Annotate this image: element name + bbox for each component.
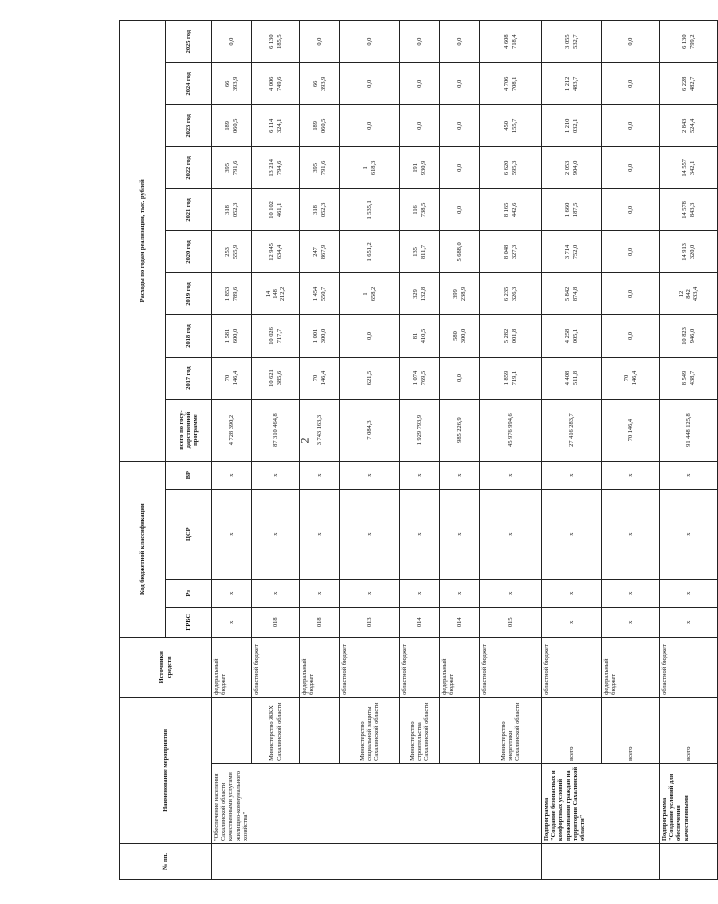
rz-cell: x	[400, 579, 440, 607]
year-value-cell: 3 055 532,7	[542, 21, 602, 63]
year-value-cell: 395 791,6	[212, 147, 252, 189]
header-year: 2018 год	[166, 315, 212, 357]
year-value-cell: 6 620 595,3	[480, 147, 542, 189]
vr-cell: x	[400, 461, 440, 489]
year-value-cell: 1 212 483,7	[542, 63, 602, 105]
table-row	[340, 21, 400, 880]
executor-cell: Министерство ЖКХ Сахалинской области	[252, 697, 300, 763]
year-value-cell: 253 555,9	[212, 231, 252, 273]
year-value-cell: 1 454 550,7	[300, 273, 340, 315]
year-value-cell: 6 114 324,1	[252, 105, 300, 147]
year-value-cell: 0,0	[440, 105, 480, 147]
header-year: 2020 год	[166, 231, 212, 273]
year-value-cell: 0,0	[602, 315, 660, 357]
executor-cell	[212, 697, 252, 763]
rz-cell: x	[660, 579, 718, 607]
csr-cell: x	[542, 489, 602, 579]
header-expenses: Расходы по годам реализации, тыс. рублей	[120, 21, 166, 462]
executor-cell	[300, 697, 340, 763]
table-row	[602, 21, 660, 880]
year-value-cell: 399 238,9	[440, 273, 480, 315]
row-number	[542, 843, 660, 879]
year-value-cell: 12 945 634,4	[252, 231, 300, 273]
rz-cell: x	[440, 579, 480, 607]
source-cell: федеральный бюджет	[300, 637, 340, 697]
year-value-cell: 0,0	[602, 147, 660, 189]
vr-cell: x	[340, 461, 400, 489]
row-number	[660, 843, 718, 879]
year-value-cell: 8 549 438,7	[660, 357, 718, 399]
year-value-cell: 13 214 794,6	[252, 147, 300, 189]
budget-table	[119, 20, 718, 880]
header-year: 2017 год	[166, 357, 212, 399]
rz-cell: x	[300, 579, 340, 607]
year-value-cell: 5 842 874,8	[542, 273, 602, 315]
vr-cell: x	[660, 461, 718, 489]
year-value-cell: 1 001 300,0	[300, 315, 340, 357]
table-row	[300, 21, 340, 880]
header-sources: Источники средств	[120, 637, 212, 697]
year-value-cell: 5 688,0	[440, 231, 480, 273]
grbs-cell: x	[660, 607, 718, 637]
group-title: Подпрограмма "Создание условий для обеспечения качественными	[660, 763, 718, 843]
year-value-cell: 14 148 212,2	[252, 273, 300, 315]
csr-cell: x	[660, 489, 718, 579]
rz-cell: x	[340, 579, 400, 607]
year-value-cell: 0,0	[440, 63, 480, 105]
year-value-cell: 14 913 320,0	[660, 231, 718, 273]
year-value-cell: 2 843 524,4	[660, 105, 718, 147]
header-total: всего по госу-дарственной программе	[166, 399, 212, 461]
year-value-cell: 0,0	[212, 21, 252, 63]
grbs-cell: 014	[400, 607, 440, 637]
total-cell: 4 728 390,2	[212, 399, 252, 461]
year-value-cell: 10 823 946,0	[660, 315, 718, 357]
year-value-cell: 0,0	[602, 189, 660, 231]
csr-cell: x	[340, 489, 400, 579]
year-value-cell: 0,0	[602, 231, 660, 273]
csr-cell: x	[602, 489, 660, 579]
page-number: 2	[297, 437, 312, 444]
year-value-cell: 10 621 385,6	[252, 357, 300, 399]
year-value-cell: 6 130 185,5	[252, 21, 300, 63]
header-year: 2021 год	[166, 189, 212, 231]
grbs-cell: x	[212, 607, 252, 637]
year-value-cell: 247 867,9	[300, 231, 340, 273]
year-value-cell: 4 706 708,1	[480, 63, 542, 105]
rz-cell: x	[542, 579, 602, 607]
source-cell: федеральный бюджет	[212, 637, 252, 697]
year-value-cell: 0,0	[440, 189, 480, 231]
year-value-cell: 1 535,1	[340, 189, 400, 231]
year-value-cell: 329 132,8	[400, 273, 440, 315]
csr-cell: x	[212, 489, 252, 579]
year-value-cell: 0,0	[340, 315, 400, 357]
total-cell: 985 226,9	[440, 399, 480, 461]
group-title: "Обеспечение населения Сахалинской области качественными услугами жилищно-коммунального хозяйства"	[212, 763, 542, 843]
header-year: 2024 год	[166, 63, 212, 105]
grbs-cell: 015	[480, 607, 542, 637]
year-value-cell: 1 210 032,1	[542, 105, 602, 147]
year-value-cell: 4 006 749,6	[252, 63, 300, 105]
year-value-cell: 10 102 461,1	[252, 189, 300, 231]
year-value-cell: 1 658,2	[340, 273, 400, 315]
year-value-cell: 12 842 433,4	[660, 273, 718, 315]
total-cell: 3 743 163,3	[300, 399, 340, 461]
year-value-cell: 8 048 327,3	[480, 231, 542, 273]
header-rz: Рз	[166, 579, 212, 607]
executor-cell	[440, 697, 480, 763]
year-value-cell: 621,5	[340, 357, 400, 399]
total-cell: 7 084,3	[340, 399, 400, 461]
header-year: 2022 год	[166, 147, 212, 189]
table-row	[660, 21, 718, 880]
csr-cell: x	[400, 489, 440, 579]
table-row	[252, 21, 300, 880]
vr-cell: x	[252, 461, 300, 489]
source-cell: областной бюджет	[340, 637, 400, 697]
rz-cell: x	[602, 579, 660, 607]
total-cell: 91 448 125,8	[660, 399, 718, 461]
source-cell: областной бюджет	[252, 637, 300, 697]
table-body	[212, 21, 718, 880]
source-cell: федеральный бюджет	[602, 637, 660, 697]
year-value-cell: 580 300,0	[440, 315, 480, 357]
source-cell: федеральный бюджет	[440, 637, 480, 697]
header-year: 2019 год	[166, 273, 212, 315]
year-value-cell: 81 410,5	[400, 315, 440, 357]
year-value-cell: 70 146,4	[300, 357, 340, 399]
year-value-cell: 0,0	[300, 21, 340, 63]
year-value-cell: 318 052,3	[300, 189, 340, 231]
header-csr: ЦСР	[166, 489, 212, 579]
rz-cell: x	[480, 579, 542, 607]
header-vr: ВР	[166, 461, 212, 489]
year-value-cell: 0,0	[340, 105, 400, 147]
executor-cell: всего	[602, 697, 660, 763]
vr-cell: x	[480, 461, 542, 489]
year-value-cell: 191 930,9	[400, 147, 440, 189]
year-value-cell: 1 660 187,5	[542, 189, 602, 231]
year-value-cell: 3 714 752,0	[542, 231, 602, 273]
rz-cell: x	[252, 579, 300, 607]
grbs-cell: 018	[252, 607, 300, 637]
year-value-cell: 1 853 789,6	[212, 273, 252, 315]
total-cell: 70 146,4	[602, 399, 660, 461]
group-title: Подпрограмма "Создание безопасных и комфортных условий проживания граждан на территории Сахалинской области"	[542, 763, 660, 843]
year-value-cell: 1 651,2	[340, 231, 400, 273]
year-value-cell: 66 393,9	[300, 63, 340, 105]
year-value-cell: 1 859 719,1	[480, 357, 542, 399]
year-value-cell: 4 408 511,8	[542, 357, 602, 399]
year-value-cell: 1 581 600,0	[212, 315, 252, 357]
year-value-cell: 0,0	[602, 21, 660, 63]
vr-cell: x	[440, 461, 480, 489]
year-value-cell: 70 146,4	[212, 357, 252, 399]
year-value-cell: 70 146,4	[602, 357, 660, 399]
csr-cell: x	[252, 489, 300, 579]
table-row	[400, 21, 440, 880]
year-value-cell: 189 060,5	[300, 105, 340, 147]
vr-cell: x	[300, 461, 340, 489]
total-cell: 87 310 464,8	[252, 399, 300, 461]
total-cell: 1 929 793,9	[400, 399, 440, 461]
csr-cell: x	[300, 489, 340, 579]
year-value-cell: 6 130 799,2	[660, 21, 718, 63]
year-value-cell: 0,0	[440, 147, 480, 189]
source-cell: областной бюджет	[400, 637, 440, 697]
year-value-cell: 189 060,5	[212, 105, 252, 147]
year-value-cell: 135 811,7	[400, 231, 440, 273]
rotated-table-region	[119, 20, 700, 880]
header-year: 2023 год	[166, 105, 212, 147]
table-row	[440, 21, 480, 880]
executor-cell: Министерство социальной защиты Сахалинской области	[340, 697, 400, 763]
rz-cell: x	[212, 579, 252, 607]
executor-cell: всего	[542, 697, 602, 763]
year-value-cell: 8 165 442,6	[480, 189, 542, 231]
year-value-cell: 5 282 001,8	[480, 315, 542, 357]
year-value-cell: 318 052,3	[212, 189, 252, 231]
csr-cell: x	[440, 489, 480, 579]
year-value-cell: 0,0	[602, 273, 660, 315]
vr-cell: x	[542, 461, 602, 489]
year-value-cell: 450 155,7	[480, 105, 542, 147]
header-num: № пп.	[120, 843, 212, 879]
grbs-cell: x	[542, 607, 602, 637]
executor-cell: Министерство энергетики Сахалинской области	[480, 697, 542, 763]
year-value-cell: 2 053 904,0	[542, 147, 602, 189]
header-classification: Код бюджетной классификации	[120, 461, 166, 637]
year-value-cell: 66 393,9	[212, 63, 252, 105]
year-value-cell: 4 608 718,4	[480, 21, 542, 63]
year-value-cell: 395 791,6	[300, 147, 340, 189]
row-number	[212, 843, 542, 879]
header-grbs: ГРБС	[166, 607, 212, 637]
executor-cell: всего	[660, 697, 718, 763]
table-row	[212, 21, 252, 880]
year-value-cell: 14 578 843,3	[660, 189, 718, 231]
vr-cell: x	[212, 461, 252, 489]
year-value-cell: 4 258 005,1	[542, 315, 602, 357]
year-value-cell: 0,0	[400, 63, 440, 105]
year-value-cell: 0,0	[440, 21, 480, 63]
grbs-cell: 014	[440, 607, 480, 637]
year-value-cell: 0,0	[440, 357, 480, 399]
year-value-cell: 6 228 482,7	[660, 63, 718, 105]
year-value-cell: 0,0	[340, 21, 400, 63]
year-value-cell: 0,0	[602, 63, 660, 105]
year-value-cell: 0,0	[602, 105, 660, 147]
year-value-cell: 0,0	[400, 105, 440, 147]
year-value-cell: 116 738,5	[400, 189, 440, 231]
year-value-cell: 1 618,3	[340, 147, 400, 189]
source-cell: областной бюджет	[480, 637, 542, 697]
total-cell: 27 416 283,7	[542, 399, 602, 461]
header-year: 2025 год	[166, 21, 212, 63]
table-row	[480, 21, 542, 880]
csr-cell: x	[480, 489, 542, 579]
header-name: Наименование мероприятия	[120, 697, 212, 843]
vr-cell: x	[602, 461, 660, 489]
year-value-cell: 0,0	[340, 63, 400, 105]
total-cell: 45 976 994,6	[480, 399, 542, 461]
year-value-cell: 10 026 717,7	[252, 315, 300, 357]
year-value-cell: 14 557 342,1	[660, 147, 718, 189]
year-value-cell: 6 235 326,3	[480, 273, 542, 315]
source-cell: областной бюджет	[660, 637, 718, 697]
source-cell: областной бюджет	[542, 637, 602, 697]
table-row	[542, 21, 602, 880]
executor-cell: Министерство строительства Сахалинской области	[400, 697, 440, 763]
year-value-cell: 0,0	[400, 21, 440, 63]
grbs-cell: x	[602, 607, 660, 637]
grbs-cell: 018	[300, 607, 340, 637]
grbs-cell: 013	[340, 607, 400, 637]
year-value-cell: 1 074 769,5	[400, 357, 440, 399]
